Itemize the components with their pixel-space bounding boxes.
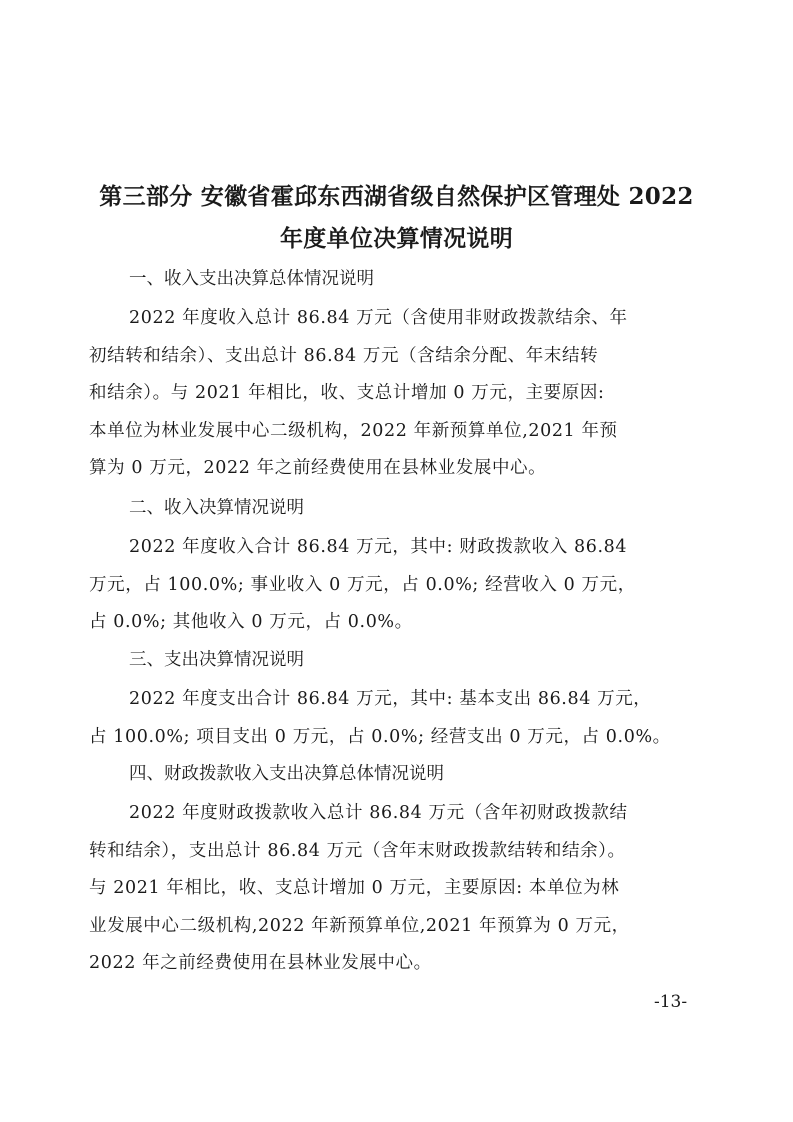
- section-paragraph: [89, 529, 689, 642]
- section-heading: 二、收入决算情况说明: [129, 498, 304, 518]
- section-income-expenditure-overview: [89, 258, 689, 488]
- paragraph-line: 算为 0 万元，2022 年之前经费使用在县林业发展中心。: [89, 458, 547, 478]
- document-title: [60, 176, 733, 260]
- section-heading: 一、收入支出决算总体情况说明: [129, 269, 374, 289]
- section-heading: 三、支出决算情况说明: [129, 650, 304, 670]
- paragraph-line: 业发展中心二级机构,2022 年新预算单位,2021 年预算为 0 万元，: [89, 915, 630, 936]
- section-income: [89, 487, 689, 642]
- section-paragraph: [89, 681, 689, 756]
- paragraph-line: 万元，占 100.0%; 事业收入 0 万元，占 0.0%; 经营收入 0 万元，: [89, 574, 636, 595]
- paragraph-line: 2022 年度收入总计 86.84 万元（含使用非财政拨款结余、年: [129, 308, 628, 328]
- section-paragraph: [89, 300, 689, 488]
- section-expenditure: [89, 639, 689, 756]
- paragraph-line: 2022 年度支出合计 86.84 万元，其中: 基本支出 86.84 万元，: [129, 689, 652, 709]
- section-heading: 四、财政拨款收入支出决算总体情况说明: [129, 764, 444, 784]
- section-fiscal-appropriation: [89, 753, 689, 983]
- paragraph-line: 初结转和结余）、支出总计 86.84 万元（含结余分配、年末结转: [89, 345, 599, 366]
- page-number: -13-: [654, 992, 688, 1012]
- title-line-2: 年度单位决算情况说明: [280, 225, 513, 252]
- paragraph-line: 转和结余），支出总计 86.84 万元（含年末财政拨款结转和结余）。: [89, 840, 626, 861]
- title-line-1: 第三部分 安徽省霍邱东西湖省级自然保护区管理处 2022: [99, 183, 694, 210]
- paragraph-line: 与 2021 年相比，收、支总计增加 0 万元，主要原因: 本单位为林: [89, 878, 620, 898]
- paragraph-line: 和结余）。与 2021 年相比，收、支总计增加 0 万元，主要原因:: [89, 383, 605, 403]
- section-paragraph: [89, 795, 689, 983]
- paragraph-line: 占 0.0%; 其他收入 0 万元，占 0.0%。: [89, 612, 413, 632]
- paragraph-line: 2022 年度财政拨款收入总计 86.84 万元（含年初财政拨款结: [129, 803, 628, 823]
- paragraph-line: 占 100.0%; 项目支出 0 万元，占 0.0%; 经营支出 0 万元，占 0.0%。: [89, 726, 671, 747]
- paragraph-line: 2022 年之前经费使用在县林业发展中心。: [89, 953, 432, 973]
- paragraph-line: 2022 年度收入合计 86.84 万元，其中: 财政拨款收入 86.84: [129, 537, 628, 557]
- paragraph-line: 本单位为林业发展中心二级机构，2022 年新预算单位,2021 年预: [89, 420, 618, 441]
